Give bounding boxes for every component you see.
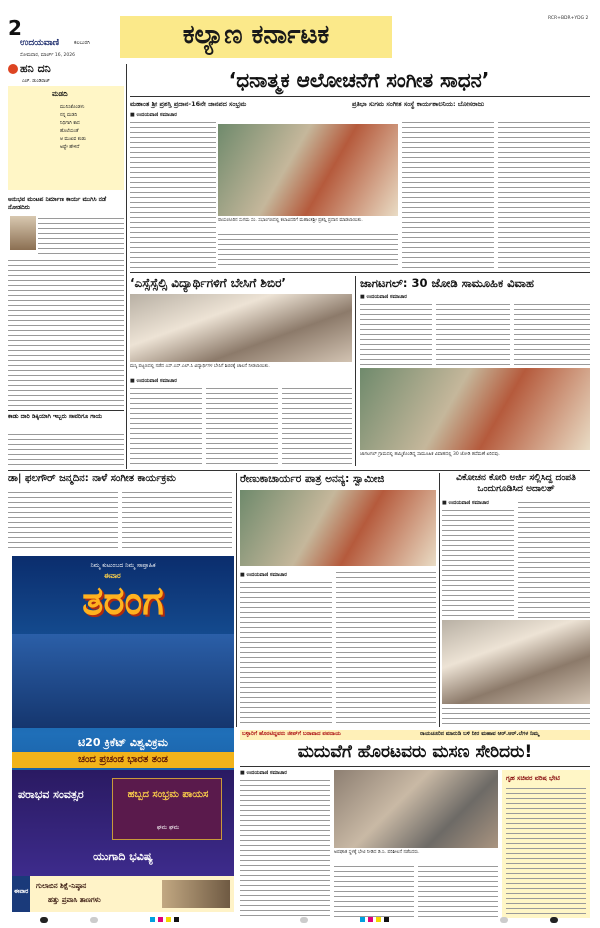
accident-headline: ಮದುವೆಗೆ ಹೊರಟವರು ಮಸಣ ಸೇರಿದರು! — [297, 742, 533, 762]
poem-title: ಮಡದಿ — [52, 90, 68, 98]
story-headline: ಅನುಭವ ಮಂಟಪ ನಿರ್ಮಾಣ ಕಾರ್ಯ ಮುಗಿಸಿ ನಡೆ ನೋಡದಿರು — [8, 196, 107, 211]
advert-cricket-line: ಟಿ20 ಕ್ರಿಕೆಟ್ ವಿಶ್ವವಿಕ್ರಮ — [78, 736, 168, 749]
ink-dot — [376, 917, 381, 922]
poem-line: ನಿಧಿಗಾಗಿ ಕಾದ — [60, 121, 80, 126]
lead-photo — [218, 124, 398, 216]
advert-tagline: ನಿಮ್ಮ ಕುಟುಂಬದ ನಿಮ್ಮ ಸಾಪ್ತಾಹಿಕ — [90, 562, 156, 569]
byline: ■ ಉದಯವಾಣಿ ಸಮಾಚಾರ — [360, 294, 407, 300]
story-text — [240, 778, 330, 918]
lead-subhead: ಪ್ರತಿಭಾ ಸುಗಮ ಸಂಗೀತ ಸಂಸ್ಥೆ ಕಾರ್ಯಶಾಲನಿಯ: ಬೋಸರಾಜು — [352, 100, 485, 108]
advert-team-photo — [12, 634, 234, 728]
issue-date: ಸೋಮವಾರ, ಮಾರ್ಚ್ 16, 2026 — [20, 53, 75, 58]
side-box-title: ಗೃಹ ಸಚಿವರ ವರಿಷ ಭೇಟಿ — [506, 774, 560, 782]
story-text — [360, 302, 432, 366]
story-text — [514, 302, 590, 366]
poem-line: ಅಷ್ಟೇ ಹೇಳಿದೆ — [60, 145, 80, 150]
advert-ugadi-line: ಯುಗಾದಿ ಭವಿಷ್ಯ — [93, 850, 153, 863]
registration-marks — [0, 914, 600, 928]
story-text — [334, 864, 414, 918]
byline: ■ ಉದಯವಾಣಿ ಸಮಾಚಾರ — [442, 500, 489, 506]
section-title: ಕಲ್ಯಾಣ ಕರ್ನಾಟಕ — [182, 20, 330, 50]
story-text — [8, 432, 124, 468]
advert-footer-tag: ಈವಾರ — [14, 888, 29, 895]
story-text — [436, 302, 510, 366]
paper-name: ಉದಯವಾಣಿ — [20, 38, 60, 48]
sidebar — [8, 64, 124, 469]
lead-text — [498, 120, 590, 268]
column-divider — [126, 64, 127, 469]
court-photo — [442, 620, 590, 704]
column-author: ಎಚ್. ಡುಂಡಿರಾಜ್ — [22, 79, 50, 84]
story-text — [418, 864, 498, 918]
story-headline: ರೇಣುಕಾಚಾರ್ಯರ ಪಾತ್ರ ಅನನ್ಯ: ಸ್ವಾಮೀಜಿ — [240, 473, 385, 485]
advert-footer-line: ಹತ್ತು ಪ್ರವಾಸಿ ತಾಣಗಳು — [48, 896, 101, 904]
divider — [130, 272, 590, 273]
lead-text — [130, 120, 216, 268]
lead-subhead: ಮಹಾಂತ ಶ್ರೀ ಪ್ರಶಸ್ತಿ ಪ್ರದಾನ-16ನೇ ಜಾನಪದ ಸಂಭ್ರಮ — [130, 100, 247, 108]
story-text — [122, 490, 232, 552]
byline: ■ ಉದಯವಾಣಿ ಸಮಾಚಾರ — [240, 572, 287, 578]
story-text — [442, 706, 590, 726]
page-number: 2 — [8, 16, 22, 40]
advert-footer-photo — [162, 880, 230, 908]
renuka-photo — [240, 490, 436, 566]
story-text — [282, 386, 352, 466]
ink-dot — [500, 917, 508, 923]
ink-dot — [90, 917, 98, 923]
poem-line: ನನ್ನ ಮಡದಿ — [60, 113, 78, 118]
accident-photo — [334, 770, 498, 848]
ink-dot — [40, 917, 48, 923]
masthead — [8, 16, 592, 62]
advert-ugadi-title: ಪರಾಭವ ಸಂವತ್ಸರ — [18, 788, 84, 801]
ink-dot — [150, 917, 155, 922]
divider — [8, 470, 590, 471]
edition-label: ಕಲಬುರಗಿ — [74, 40, 90, 46]
print-code: RCR+BDR+YDG 2 — [548, 16, 589, 21]
ink-dot — [368, 917, 373, 922]
story-text — [240, 580, 332, 726]
advert-footer-line: ಗುಲಾಬಿನ ಶಿಕ್ಷೆ-ನಿಷ್ಠಾನ — [36, 882, 87, 890]
byline: ■ ಉದಯವಾಣಿ ಸಮಾಚಾರ — [130, 378, 177, 384]
column-divider — [439, 473, 440, 727]
story-headline: ‘ಎಸ್ಸೆಸ್ಸೆಲ್ಸಿ ವಿದ್ಯಾರ್ಥಿಗಳಿಗೆ ಬೇಸಿಗೆ ಶಿಬಿರ’ — [130, 276, 286, 290]
poem-line: ಆ ಮುಖವ ಕಂಡು — [60, 137, 87, 142]
story-headline: ಜಾಗಟಗಲ್: 30 ಜೋಡಿ ಸಾಮೂಹಿಕ ವಿವಾಹ — [360, 276, 534, 290]
byline: ■ ಉದಯವಾಣಿ ಸಮಾಚಾರ — [240, 770, 287, 776]
camp-photo — [130, 294, 352, 362]
ink-dot — [174, 917, 179, 922]
ink-dot — [166, 917, 171, 922]
story-text — [206, 386, 278, 466]
side-box-text — [506, 786, 586, 914]
lead-headline: ‘ಧನಾತ್ಮಕ ಆಲೋಚನೆಗೆ ಸಂಗೀತ ಸಾಧನ’ — [228, 68, 490, 92]
photo-caption: ರಾಯಚೂರಿನ ಸುಗಮ ಸಂ. ಸಭಾಂಗಣದಲ್ಲಿ ಕಲಾವಿದರಿಗೆ ಮಹಾಂತಶ್ರೀ ಪ್ರಶಸ್ತಿ ಪ್ರದಾನ ಮಾಡಲಾಯಿತು. — [218, 218, 363, 223]
story-text — [8, 490, 118, 552]
advert-festival-sub: ಘಮ ಘಮ — [156, 824, 180, 831]
advertisement[interactable] — [12, 556, 234, 912]
advert-brand: ತರಂಗ — [82, 578, 164, 624]
divider — [8, 410, 124, 411]
lead-text — [402, 120, 494, 268]
story-text — [442, 508, 514, 618]
column-logo-icon — [8, 64, 18, 74]
photo-caption: ಮಸ್ಕಿ ಪಟ್ಟಣದಲ್ಲಿ ನಡೆದ ಎಸ್.ಎಸ್.ಎಲ್.ಸಿ ವಿದ್ಯಾರ್ಥಿಗಳ ಬೇಸಿಗೆ ಶಿಬಿರಕ್ಕೆ ಚಾಲನೆ ನೀಡಲಾಯಿತು. — [130, 364, 270, 369]
ink-dot — [384, 917, 389, 922]
wedding-photo — [360, 368, 590, 450]
story-headline: ವಿಕೋಚನ ಕೋರಿ ಅರ್ಜಿ ಸಲ್ಲಿಸಿದ್ದ ದಂಪತಿ ಒಂದುಗೂಡಿಸಿದ ಅದಾಲತ್ — [456, 473, 576, 494]
poem-line: ಹೊಲೆಯಂತೆ — [60, 129, 79, 134]
photo-caption: ಅಪಘಾತ ಸ್ಥಳಕ್ಕೆ ಭೇಟಿ ನೀಡಿದ ಡಿ.ಸಿ. ಪರಿಶೀಲನೆ ನಡೆಸಿದರು. — [334, 850, 420, 855]
kicker: ಬಳ್ಳಾರಿಗೆ ಹೊರಟಿದ್ದವರು ಜೀಪ್‌ಗೆ ಬರಾವಾದ ಪಪದಾಯ — [242, 731, 341, 737]
poem-line: ಮುನಿಸಿಕೊಂಡಳು — [60, 105, 85, 110]
advert-weekday: ಈವಾರ — [104, 572, 121, 580]
portrait-photo — [10, 216, 36, 250]
column-divider — [236, 473, 237, 727]
lead-text — [218, 232, 398, 268]
ink-dot — [360, 917, 365, 922]
photo-caption: ಜಾಗಟಗಲ್ ಗ್ರಾಮದಲ್ಲಿ ಹಮ್ಮಿಕೊಂಡಿದ್ದ ಸಾಮೂಹಿಕ ವಿವಾಹದಲ್ಲಿ 30 ಜೋಡಿ ಹಸೆಮಣೆ ಏರಿದವು. — [360, 452, 500, 457]
advert-cricket-sub: ಚಂದ ಪ್ರಚಂಡ ಭಾರತ ತಂಡ — [78, 754, 168, 765]
ink-dot — [158, 917, 163, 922]
divider — [130, 96, 590, 97]
ink-dot — [300, 917, 308, 923]
story-text — [130, 386, 202, 466]
story-headline: ಕಾಡು ದಾರಿ ಡಿಕ್ಕಿಯಾಗಿ ಇಬ್ಬರು ಸಾವರಿಗೂ ಗಾಯ — [8, 413, 103, 420]
byline: ■ ಉದಯವಾಣಿ ಸಮಾಚಾರ — [130, 112, 177, 118]
kicker: ರಾಯಚೂರಿನ ಮಾರುಡಿ ಬಳಿ ನೀರ ಮಹಾವ ಆರ್.ಆರ್.ಲೆಗಳ ನಿಮ್ಮ — [420, 731, 540, 737]
story-text — [336, 570, 436, 726]
story-text — [8, 258, 124, 408]
story-text — [38, 216, 124, 256]
column-title: ಹನಿ ದನಿ — [20, 62, 51, 75]
column-divider — [355, 276, 356, 466]
ink-dot — [550, 917, 558, 923]
story-text — [518, 500, 590, 618]
divider — [240, 766, 590, 767]
advert-festival-text: ಹಬ್ಬದ ಸಂಭ್ರಮ ಪಾಯಸ — [127, 789, 209, 800]
story-headline: ಡಾ| ಫಲಗೌರ್ ಜನ್ಮದಿನ: ನಾಳೆ ಸಂಗೀತ ಕಾರ್ಯಕ್ರಮ — [8, 473, 176, 484]
